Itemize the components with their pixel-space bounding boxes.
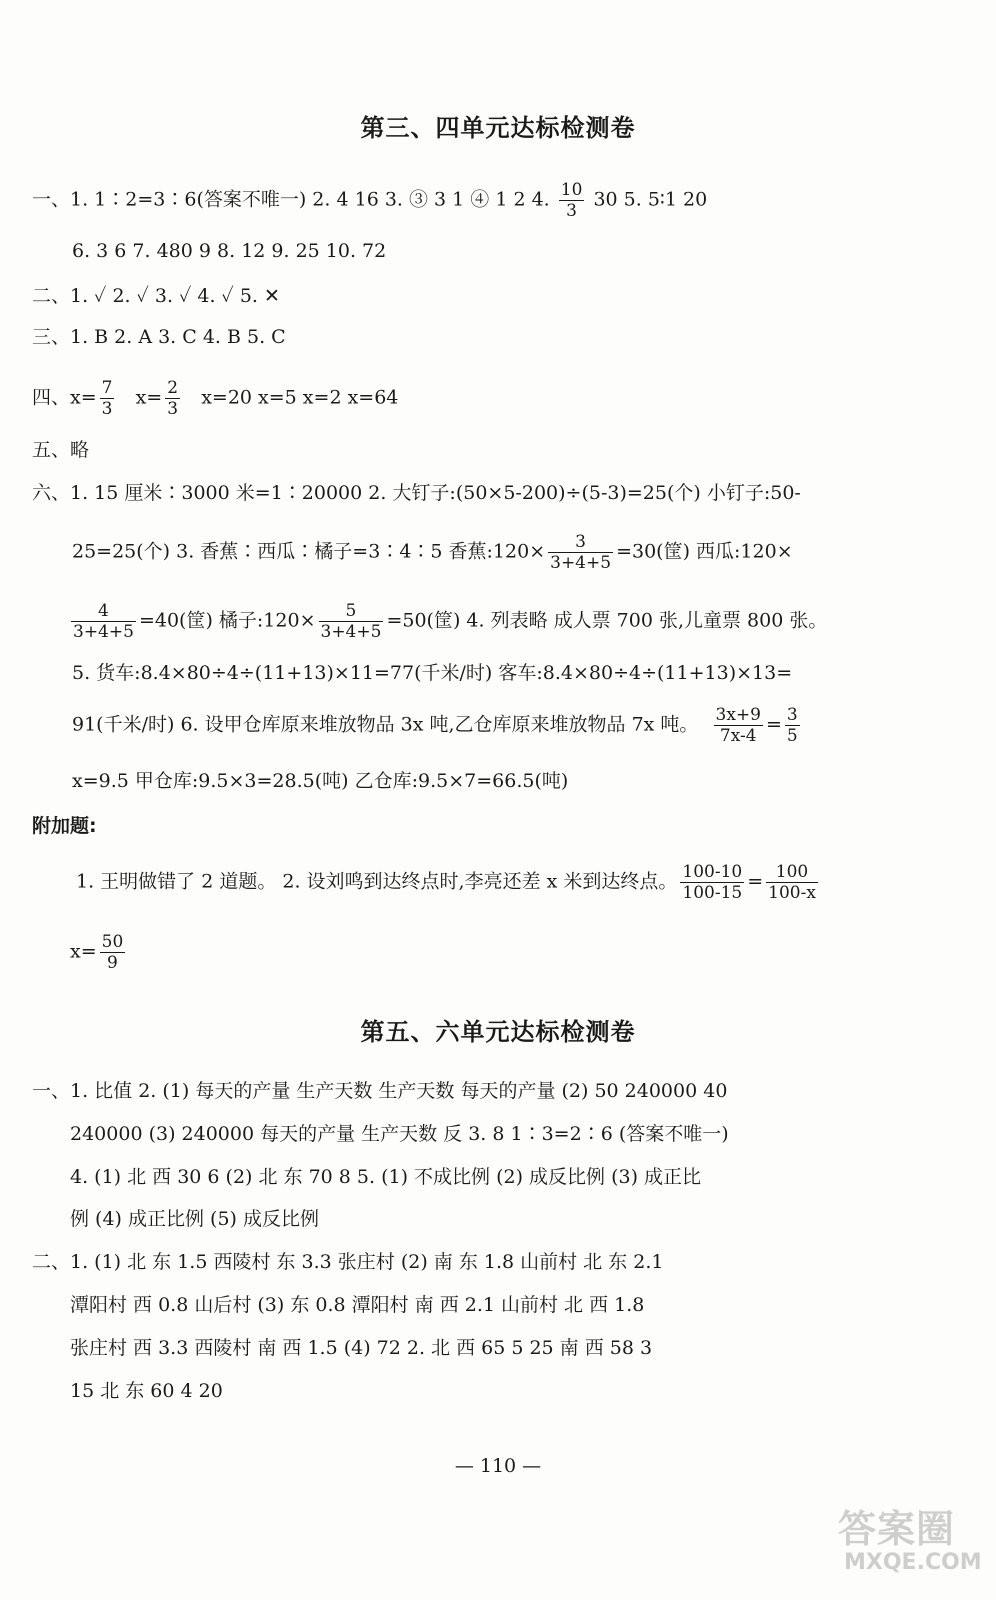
watermark-url: MXQE.COM — [844, 1550, 982, 1575]
numerator: 4 — [71, 601, 136, 622]
answer-text: 30 5. 5∶1 20 — [593, 188, 708, 211]
fraction — [100, 378, 115, 419]
answer-text: 四、x= — [32, 386, 97, 409]
numerator: 50 — [101, 932, 124, 952]
answer-text: x= — [135, 386, 163, 409]
answer-line-17: 4. (1) 北 西 30 6 (2) 北 东 70 8 5. (1) 不成比例 (2) 成反比例 (3) 成正比 — [70, 1166, 702, 1188]
answer-text: 91(千米/时) 6. 设甲仓库原来堆放物品 3x 吨,乙仓库原来堆放物品 7x 吨。 — [72, 713, 699, 736]
section-title-3-4: 第三、四单元达标检测卷 — [360, 114, 636, 142]
answer-line-20: 潭阳村 西 0.8 山后村 (3) 东 0.8 潭阳村 南 西 2.1 山前村 北 西 1.8 — [70, 1294, 645, 1316]
answer-line-14 — [70, 932, 128, 973]
answer-line-15: 一、1. 比值 2. (1) 每天的产量 生产天数 生产天数 每天的产量 (2) 50 240000 40 — [32, 1080, 728, 1102]
denominator: 3+4+5 — [550, 553, 612, 573]
denominator: 100-15 — [682, 883, 743, 903]
fraction — [319, 601, 384, 642]
fraction — [714, 705, 763, 746]
answer-text: =40(筐) 橘子:120× — [138, 609, 316, 632]
numerator: 3x+9 — [715, 705, 761, 725]
numerator: 100 — [766, 862, 818, 883]
denominator: 3 — [167, 399, 179, 419]
answer-text: 一、1. 1∶2=3∶6(答案不唯一) 2. 4 16 3. ③ 3 1 ④ 1 2 4. — [32, 188, 550, 211]
numerator: 2 — [167, 378, 179, 398]
answer-line-16: 240000 (3) 240000 每天的产量 生产天数 反 3. 8 1∶3=2∶6 (答案不唯一) — [70, 1123, 729, 1145]
answer-line-5 — [32, 378, 398, 419]
denominator: 3+4+5 — [320, 622, 382, 642]
section-title-5-6: 第五、六单元达标检测卷 — [360, 1018, 636, 1046]
page-number: — 110 — — [454, 1455, 542, 1477]
denominator: 7x-4 — [719, 726, 757, 746]
numerator: 5 — [319, 601, 384, 622]
answer-line-19: 二、1. (1) 北 东 1.5 西陵村 东 3.3 张庄村 (2) 南 东 1.8 山前村 北 东 2.1 — [32, 1251, 664, 1273]
answer-line-3: 二、1. ✓ 2. ✓ 3. ✓ 4. ✓ 5. ✕ — [32, 285, 280, 307]
denominator: 100-x — [768, 883, 816, 903]
watermark-text: 答案圈 — [838, 1507, 956, 1551]
answer-line-12: x=9.5 甲仓库:9.5×3=28.5(吨) 乙仓库:9.5×7=66.5(吨) — [72, 770, 569, 792]
answer-line-21: 张庄村 西 3.3 西陵村 南 西 1.5 (4) 72 2. 北 西 65 5 25 南 西 58 3 — [70, 1337, 653, 1359]
denominator: 3 — [566, 201, 577, 221]
numerator: 10 — [560, 180, 583, 200]
fraction — [559, 180, 585, 221]
denominator: 3+4+5 — [73, 622, 134, 642]
numerator: 100-10 — [682, 862, 743, 882]
answer-line-18: 例 (4) 成正比例 (5) 成反比例 — [70, 1208, 319, 1230]
answer-line-7: 六、1. 15 厘米∶3000 米=1∶20000 2. 大钉子:(50×5-200)÷(5-3)=25(个) 小钉子:50- — [32, 482, 801, 504]
watermark-logo — [838, 1498, 982, 1588]
extra-questions-title: 附加题: — [32, 815, 97, 837]
fraction — [680, 862, 744, 903]
fraction — [548, 532, 613, 573]
answer-line-13: 1. 王明做错了 2 道题。 2. 设刘鸣到达终点时,李亮还差 x 米到达终点。 $\frac{100-10}{100-15}$ = $\frac{100}{100-x}$ — [76, 862, 816, 903]
denominator: 5 — [786, 726, 798, 746]
denominator: 3 — [101, 399, 113, 419]
answer-line-4: 三、1. B 2. A 3. C 4. B 5. C — [32, 326, 286, 348]
fraction — [766, 862, 818, 903]
answer-line-2: 6. 3 6 7. 480 9 8. 12 9. 25 10. 72 — [72, 240, 387, 262]
answer-text: 25=25(个) 3. 香蕉∶西瓜∶橘子=3∶4∶5 香蕉:120× — [72, 540, 546, 563]
answer-text: =30(筐) 西瓜:120× — [616, 540, 793, 563]
fraction — [165, 378, 180, 419]
answer-line-1 — [32, 180, 707, 221]
answer-line-6: 五、略 — [32, 439, 90, 461]
answer-line-8 — [72, 532, 793, 573]
answer-text: x= — [70, 940, 97, 963]
denominator: 9 — [107, 953, 118, 973]
answer-line-22: 15 北 东 60 4 20 — [70, 1380, 223, 1402]
answer-text: x=20 x=5 x=2 x=64 — [201, 386, 399, 409]
answer-line-11: 91(千米/时) 6. 设甲仓库原来堆放物品 3x 吨,乙仓库原来堆放物品 7x 吨。 $\frac{3x+9}{7x-4}$ = $\frac{3}{5}$ — [72, 705, 798, 746]
fraction — [785, 705, 800, 746]
answer-line-10: 5. 货车:8.4×80÷4÷(11+13)×11=77(千米/时) 客车:8.4×80÷4÷(11+13)×13= — [72, 662, 793, 684]
numerator: 7 — [101, 378, 113, 398]
fraction — [71, 601, 136, 642]
answer-line-9 — [68, 601, 827, 642]
answer-text: 1. 王明做错了 2 道题。 2. 设刘鸣到达终点时,李亮还差 x 米到达终点。 — [76, 870, 678, 893]
fraction — [100, 932, 126, 973]
numerator: 3 — [548, 532, 613, 553]
answer-text: =50(筐) 4. 列表略 成人票 700 张,儿童票 800 张。 — [386, 609, 828, 632]
numerator: 3 — [786, 705, 798, 725]
